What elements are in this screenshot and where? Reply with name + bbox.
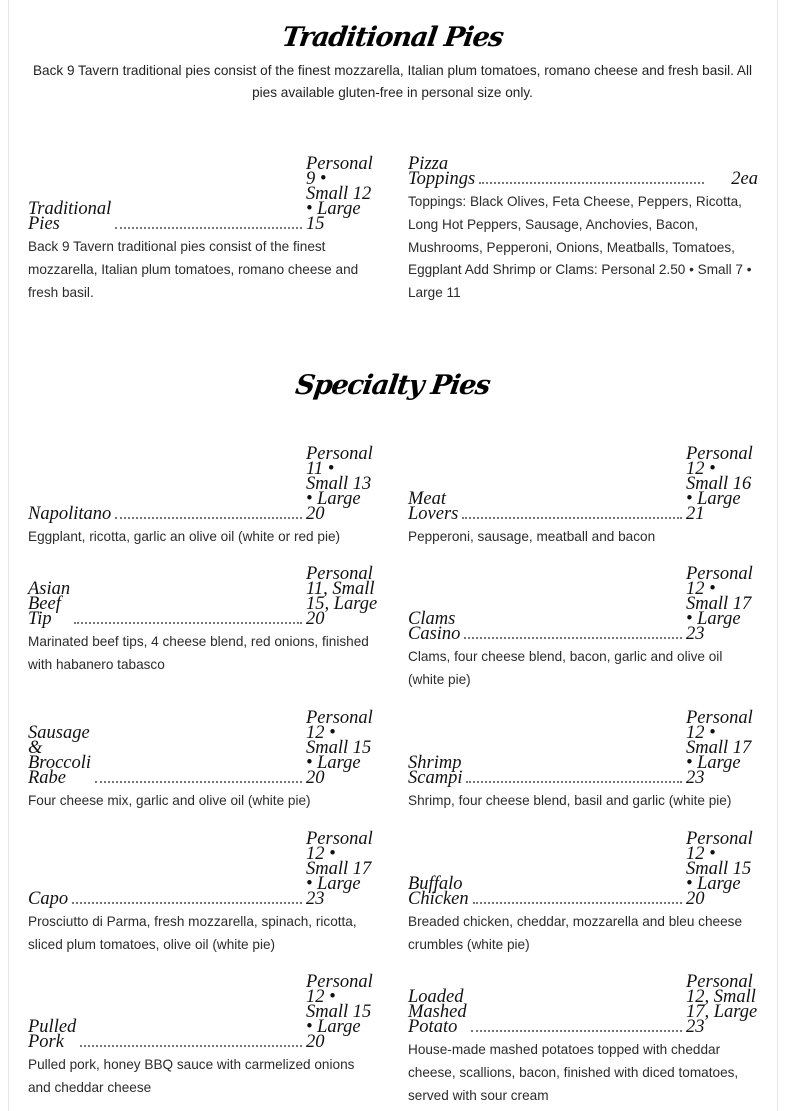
item-price-line: 12 • xyxy=(306,987,336,1007)
item-name-line: Pulled xyxy=(28,1017,77,1037)
item-name-line: & xyxy=(28,738,43,758)
menu-item-asian-beef-tip xyxy=(28,564,378,677)
dot-leader xyxy=(72,902,302,904)
item-price xyxy=(306,444,378,524)
item-price-line: 2ea xyxy=(731,169,758,189)
item-name-line: Asian xyxy=(28,579,71,599)
menu-item-pizza-toppings xyxy=(408,154,758,305)
item-price-line: 20 xyxy=(306,1032,325,1052)
item-price-line: • Large xyxy=(686,489,741,509)
item-description: Shrimp, four cheese blend, basil and garlic (white pie) xyxy=(408,793,732,808)
item-price-line: Personal xyxy=(686,444,753,464)
item-description: Pulled pork, honey BBQ sauce with carmelized onions and cheddar cheese xyxy=(28,1057,355,1095)
item-price xyxy=(686,444,758,524)
item-price-line: Personal xyxy=(306,708,373,728)
item-name xyxy=(28,199,112,234)
item-price-line: • Large xyxy=(306,199,361,219)
dot-leader xyxy=(466,781,682,783)
item-price-line: • Large xyxy=(686,609,741,629)
item-name-line: Clams xyxy=(408,609,456,629)
menu-item-meat-lovers xyxy=(408,444,758,549)
item-price-line: 12 • xyxy=(306,723,336,743)
item-name xyxy=(408,489,459,524)
item-name-line: Lovers xyxy=(408,504,459,524)
item-price-line: Small 15 xyxy=(306,1002,372,1022)
item-price-line: 20 xyxy=(306,609,325,629)
item-price-line: 9 • xyxy=(306,169,327,189)
item-price-line: 15 xyxy=(306,214,325,234)
item-price xyxy=(708,169,758,189)
item-name xyxy=(408,154,476,189)
item-price-line: Personal xyxy=(686,829,753,849)
item-name xyxy=(408,874,469,909)
menu-item-loaded-mashed-potato xyxy=(408,972,758,1107)
item-price-line: 11 • xyxy=(306,459,335,479)
item-price-line: 15, Large xyxy=(306,594,378,614)
item-price-line: • Large xyxy=(306,489,361,509)
item-price-line: 20 xyxy=(306,768,325,788)
item-name xyxy=(28,1017,77,1052)
item-price-line: Small 15 xyxy=(306,738,372,758)
dot-leader xyxy=(80,1045,302,1047)
item-name xyxy=(408,609,461,644)
dot-leader xyxy=(95,781,302,783)
item-price-line: 23 xyxy=(686,1017,705,1037)
item-description: Clams, four cheese blend, bacon, garlic and olive oil (white pie) xyxy=(408,649,723,687)
item-description: Pepperoni, sausage, meatball and bacon xyxy=(408,529,656,544)
dot-leader xyxy=(115,517,302,519)
item-name-line: Shrimp xyxy=(408,753,462,773)
menu-item-traditional-pies xyxy=(28,154,378,304)
item-name-line: Mashed xyxy=(408,1002,467,1022)
dot-leader xyxy=(479,182,704,184)
dot-leader xyxy=(473,902,682,904)
item-price xyxy=(686,564,758,644)
item-name-line: Potato xyxy=(408,1017,458,1037)
item-price-line: • Large xyxy=(306,874,361,894)
item-name-line: Traditional xyxy=(28,199,112,219)
item-description: Back 9 Tavern traditional pies consist of the finest mozzarella, Italian plum tomatoes, romano cheese and fresh basil. xyxy=(28,239,359,300)
item-price-line: • Large xyxy=(686,874,741,894)
item-name-line: Buffalo xyxy=(408,874,463,894)
item-price-line: 23 xyxy=(686,624,705,644)
item-price-line: 12 • xyxy=(686,459,716,479)
item-name-line: Tip xyxy=(28,609,52,629)
item-description: Four cheese mix, garlic and olive oil (white pie) xyxy=(28,793,311,808)
item-price-line: Small 17 xyxy=(686,594,752,614)
item-price xyxy=(306,829,378,909)
item-price-line: Small 13 xyxy=(306,474,372,494)
dot-leader xyxy=(115,227,302,229)
item-price-line: 12 • xyxy=(686,844,716,864)
item-name-line: Napolitano xyxy=(28,504,112,524)
item-price-line: 12 • xyxy=(306,844,336,864)
item-price-line: • Large xyxy=(686,753,741,773)
item-name xyxy=(408,987,467,1037)
item-name xyxy=(28,723,92,788)
item-price-line: Personal xyxy=(686,708,753,728)
item-price xyxy=(686,708,758,788)
menu-item-sausage-broccoli-rabe xyxy=(28,708,378,813)
item-name-line: Broccoli xyxy=(28,753,92,773)
item-name xyxy=(28,504,112,524)
item-name-line: Scampi xyxy=(408,768,463,788)
item-name-line: Pizza xyxy=(408,154,449,174)
item-price-line: Personal xyxy=(306,564,373,584)
item-name xyxy=(28,889,69,909)
item-name-line: Capo xyxy=(28,889,69,909)
item-price-line: 12 • xyxy=(686,723,716,743)
menu-item-napolitano xyxy=(28,444,378,549)
item-name-line: Rabe xyxy=(28,768,67,788)
item-name-line: Pork xyxy=(28,1032,64,1052)
item-description: Toppings: Black Olives, Feta Cheese, Peppers, Ricotta, Long Hot Peppers, Sausage, Anchovies, Bacon, Mushrooms, Pepperoni, Onions, Meatballs, Tomatoes, Eggplant Add Shrimp or Clams: Personal 2.50 • Small 7 • Large 11 xyxy=(408,194,752,301)
item-name-line: Meat xyxy=(408,489,447,509)
item-description: Breaded chicken, cheddar, mozzarella and bleu cheese crumbles (white pie) xyxy=(408,914,743,952)
item-description: Prosciutto di Parma, fresh mozzarella, spinach, ricotta, sliced plum tomatoes, olive oil (white pie) xyxy=(28,914,357,952)
menu-item-shrimp-scampi xyxy=(408,708,758,813)
item-price-line: 20 xyxy=(686,889,705,909)
item-price-line: • Large xyxy=(306,1017,361,1037)
item-price-line: Personal xyxy=(686,564,753,584)
item-price-line: 11, Small xyxy=(306,579,375,599)
item-price xyxy=(306,564,378,629)
item-price xyxy=(306,708,378,788)
menu-item-capo xyxy=(28,829,378,957)
dot-leader xyxy=(471,1030,682,1032)
item-price-line: 17, Large xyxy=(686,1002,758,1022)
item-name-line: Loaded xyxy=(408,987,464,1007)
item-price xyxy=(686,829,758,909)
item-name-line: Sausage xyxy=(28,723,90,743)
item-name-line: Beef xyxy=(28,594,61,614)
item-price-line: Small 15 xyxy=(686,859,752,879)
item-price-line: Small 16 xyxy=(686,474,752,494)
item-name-line: Casino xyxy=(408,624,461,644)
traditional-pies-title: Traditional Pies xyxy=(280,22,505,53)
item-price-line: • Large xyxy=(306,753,361,773)
item-description: Eggplant, ricotta, garlic an olive oil (white or red pie) xyxy=(28,529,341,544)
item-price-line: Personal xyxy=(306,154,373,174)
item-price xyxy=(306,972,378,1052)
item-price-line: Personal xyxy=(306,972,373,992)
item-name xyxy=(28,579,71,629)
item-name-line: Toppings xyxy=(408,169,476,189)
item-name-line: Pies xyxy=(28,214,60,234)
item-price-line: Small 17 xyxy=(686,738,752,758)
item-price-line: Personal xyxy=(306,444,373,464)
item-price-line: Personal xyxy=(686,972,753,992)
item-price xyxy=(306,154,378,234)
item-price-line: Small 12 xyxy=(306,184,372,204)
item-name-line: Chicken xyxy=(408,889,469,909)
item-price-line: 12 • xyxy=(686,579,716,599)
item-name xyxy=(408,753,463,788)
dot-leader xyxy=(464,637,682,639)
dot-leader xyxy=(74,622,302,624)
menu-item-pulled-pork xyxy=(28,972,378,1100)
item-price xyxy=(686,972,758,1037)
item-price-line: 20 xyxy=(306,504,325,524)
traditional-pies-intro: Back 9 Tavern traditional pies consist of the finest mozzarella, Italian plum tomatoes, romano cheese and fresh basil. All pies available gluten-free in personal size only. xyxy=(32,63,753,100)
item-price-line: 12, Small xyxy=(686,987,756,1007)
item-price-line: Small 17 xyxy=(306,859,372,879)
specialty-pies-title: Specialty Pies xyxy=(293,370,492,401)
item-price-line: Personal xyxy=(306,829,373,849)
item-description: House-made mashed potatoes topped with cheddar cheese, scallions, bacon, finished with diced tomatoes, served with sour cream xyxy=(408,1042,739,1103)
menu-item-buffalo-chicken xyxy=(408,829,758,957)
item-price-line: 23 xyxy=(306,889,325,909)
dot-leader xyxy=(462,517,682,519)
item-price-line: 23 xyxy=(686,768,705,788)
item-price-line: 21 xyxy=(686,504,705,524)
item-description: Marinated beef tips, 4 cheese blend, red onions, finished with habanero tabasco xyxy=(28,634,369,672)
menu-item-clams-casino xyxy=(408,564,758,692)
